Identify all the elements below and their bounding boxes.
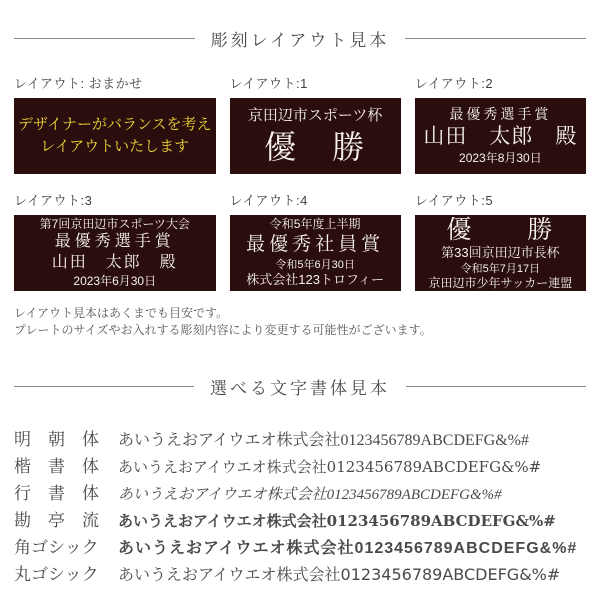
layout-section-title: 彫刻レイアウト見本 bbox=[210, 31, 390, 50]
font-row-kaku-gothic bbox=[14, 533, 586, 560]
plate-line: 第7回京田辺市スポーツ大会 bbox=[39, 216, 190, 231]
engraving-plate-3 bbox=[14, 215, 216, 291]
layout-card-1 bbox=[230, 73, 401, 174]
layout-card-2 bbox=[415, 73, 586, 174]
title-rule-left bbox=[14, 386, 194, 387]
plate-line: 第33回京田辺市長杯 bbox=[441, 244, 560, 260]
font-row-mincho bbox=[14, 425, 586, 452]
layout-card-label: レイアウト:1 bbox=[229, 76, 308, 91]
plate-line: 京田辺市スポーツ杯 bbox=[247, 106, 383, 124]
plate-line: 京田辺市少年サッカー連盟 bbox=[428, 275, 573, 290]
layout-card-4 bbox=[230, 190, 401, 291]
engraving-plate-1 bbox=[230, 98, 401, 174]
font-name-label: 明 朝 体 bbox=[14, 429, 99, 449]
plate-line: 令和5年度上半期 bbox=[269, 217, 361, 232]
font-name-label: 勘 亭 流 bbox=[14, 510, 99, 530]
plate-line: 最優秀選手賞 bbox=[449, 105, 552, 122]
plate-line: 優 勝 bbox=[446, 215, 555, 244]
plate-line: 令和5年6月30日 bbox=[275, 258, 355, 271]
plate-line: 最優秀社員賞 bbox=[246, 233, 385, 255]
engraving-plate-5 bbox=[415, 215, 586, 291]
engraving-plate-4 bbox=[230, 215, 401, 291]
section-header-fonts bbox=[14, 374, 586, 399]
font-row-kaisho bbox=[14, 452, 586, 479]
plate-line: レイアウトいたします bbox=[40, 138, 190, 155]
layout-card-label: レイアウト:4 bbox=[229, 193, 308, 208]
font-name-label: 行 書 体 bbox=[14, 483, 99, 503]
font-sample-text: あいうえおアイウエオ株式会社0123456789ABCDEFG&%# bbox=[118, 511, 556, 530]
plate-line: 最優秀選手賞 bbox=[54, 233, 175, 251]
layout-card-5 bbox=[415, 190, 586, 291]
title-rule-left bbox=[14, 38, 195, 39]
plate-line: 令和5年7月17日 bbox=[460, 262, 541, 275]
title-rule-right bbox=[405, 38, 586, 39]
engraving-plate-omakase bbox=[14, 98, 216, 174]
layout-note-line2: プレートのサイズやお入れする彫刻内容により変更する可能性がございます。 bbox=[14, 323, 432, 338]
plate-line: 株式会社123トロフィー bbox=[246, 271, 384, 287]
font-sample-text: あいうえおアイウエオ株式会社0123456789ABCDEFG&%# bbox=[118, 457, 542, 476]
layout-note-line1: レイアウト見本はあくまでも目安です。 bbox=[14, 306, 229, 320]
layout-card-label: レイアウト:3 bbox=[14, 193, 93, 208]
plate-line: 2023年8月30日 bbox=[459, 151, 542, 166]
font-sample-text: あいうえおアイウエオ株式会社0123456789ABCDEFG&%# bbox=[118, 564, 561, 584]
title-rule-right bbox=[406, 386, 586, 387]
layout-samples-grid bbox=[14, 73, 586, 291]
font-sample-text: あいうえおアイウエオ株式会社0123456789ABCDEFG&%# bbox=[118, 431, 530, 449]
font-name-label: 楷 書 体 bbox=[14, 456, 99, 476]
plate-line: 優 勝 bbox=[264, 129, 367, 166]
font-sample-table bbox=[14, 425, 586, 587]
font-sample-text: あいうえおアイウエオ株式会社0123456789ABCDEFG&%# bbox=[118, 539, 578, 557]
plate-line: デザイナーがバランスを考え bbox=[18, 115, 212, 133]
font-name-label: 角ゴシック bbox=[14, 537, 99, 557]
font-name-label: 丸ゴシック bbox=[14, 564, 99, 584]
font-row-kanteiryu bbox=[14, 506, 586, 533]
fonts-section-title: 選べる文字書体見本 bbox=[210, 378, 390, 398]
layout-note bbox=[14, 305, 586, 340]
font-row-maru-gothic bbox=[14, 560, 586, 587]
section-header-layout bbox=[14, 26, 586, 51]
font-sample-text: あいうえおアイウエオ株式会社0123456789ABCDEFG&%# bbox=[118, 486, 502, 503]
plate-line: 2023年6月30日 bbox=[73, 273, 157, 288]
layout-card-omakase bbox=[14, 73, 216, 174]
plate-line: 山田 太郎 殿 bbox=[423, 125, 578, 149]
layout-card-label: レイアウト:5 bbox=[414, 193, 494, 208]
layout-card-label: レイアウト: おまかせ bbox=[14, 76, 143, 91]
font-row-gyosho bbox=[14, 479, 586, 506]
plate-line: 山田 太郎 殿 bbox=[51, 254, 178, 271]
layout-card-3 bbox=[14, 190, 216, 291]
engraving-plate-2 bbox=[415, 98, 586, 174]
layout-card-label: レイアウト:2 bbox=[414, 76, 494, 91]
